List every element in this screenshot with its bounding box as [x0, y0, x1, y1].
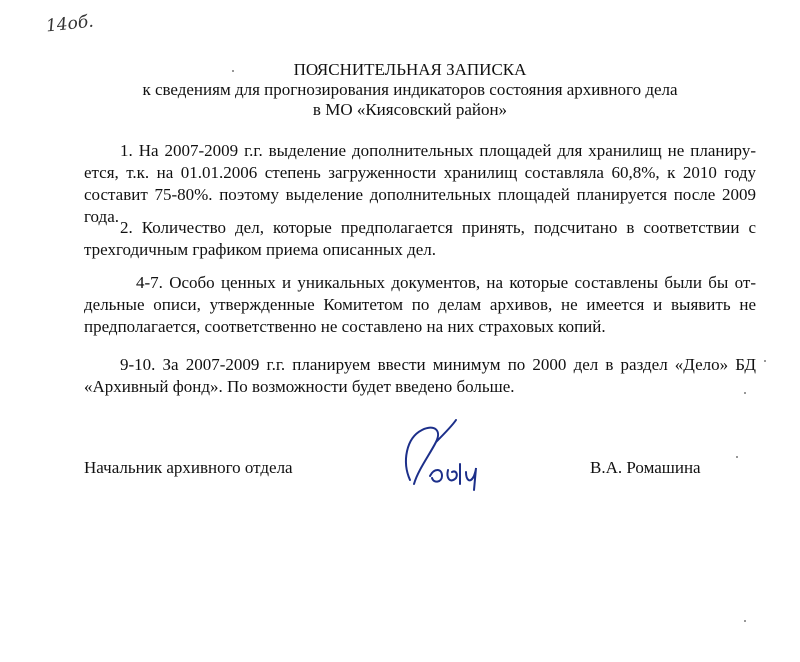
paragraph-1 [84, 140, 756, 228]
signer-name: В.А. Ромашина [590, 458, 701, 477]
paragraph-line: «Архивный фонд». По возможности будет введено больше. [84, 377, 515, 396]
paragraph-2 [84, 217, 756, 261]
paragraph-line: 4-7. Особо ценных и уникальных документов, на которые составлены были бы от- [136, 273, 756, 292]
scan-speck [764, 360, 766, 362]
paragraph-line: года. [84, 207, 120, 226]
paragraph-line: 2. Количество дел, которые предполагается принять, подсчитано в соответствии с [120, 218, 756, 237]
handwritten-signature [396, 418, 496, 498]
signer-title: Начальник архивного отдела [84, 458, 293, 477]
paragraph-line: предполагается, соответственно не составлено на них страховых копий. [84, 317, 606, 336]
paragraph-line: ется, т.к. на 01.01.2006 степень загруженности хранилищ составляла 60,8%, к 2010 году [84, 163, 756, 182]
paragraph-4 [84, 354, 756, 398]
paragraph-line: дельные описи, утвержденные Комитетом по делам архивов, не имеется и выявить не [84, 295, 756, 314]
scan-speck [736, 456, 738, 458]
document-subtitle-org: в МО «Киясовский район» [312, 100, 508, 119]
scan-speck [744, 620, 746, 622]
paragraph-line: 9-10. За 2007-2009 г.г. планируем ввести минимум по 2000 дел в раздел «Дело» БД [120, 355, 756, 374]
paragraph-line: составит 75-80%. поэтому выделение дополнительных площадей планируется после 2009 [84, 185, 756, 204]
paragraph-line: 1. На 2007-2009 г.г. выделение дополнительных площадей для хранилищ не планиру- [120, 141, 756, 160]
paragraph-3 [84, 272, 756, 338]
scan-speck [744, 392, 746, 394]
document-title: ПОЯСНИТЕЛЬНАЯ ЗАПИСКА [293, 60, 527, 79]
handwritten-page-number: 14об. [45, 11, 95, 37]
paragraph-line: трехгодичным графиком приема описанных дел. [84, 240, 437, 259]
document-subtitle: к сведениям для прогнозирования индикаторов состояния архивного дела [142, 80, 678, 99]
scan-speck [232, 70, 234, 72]
